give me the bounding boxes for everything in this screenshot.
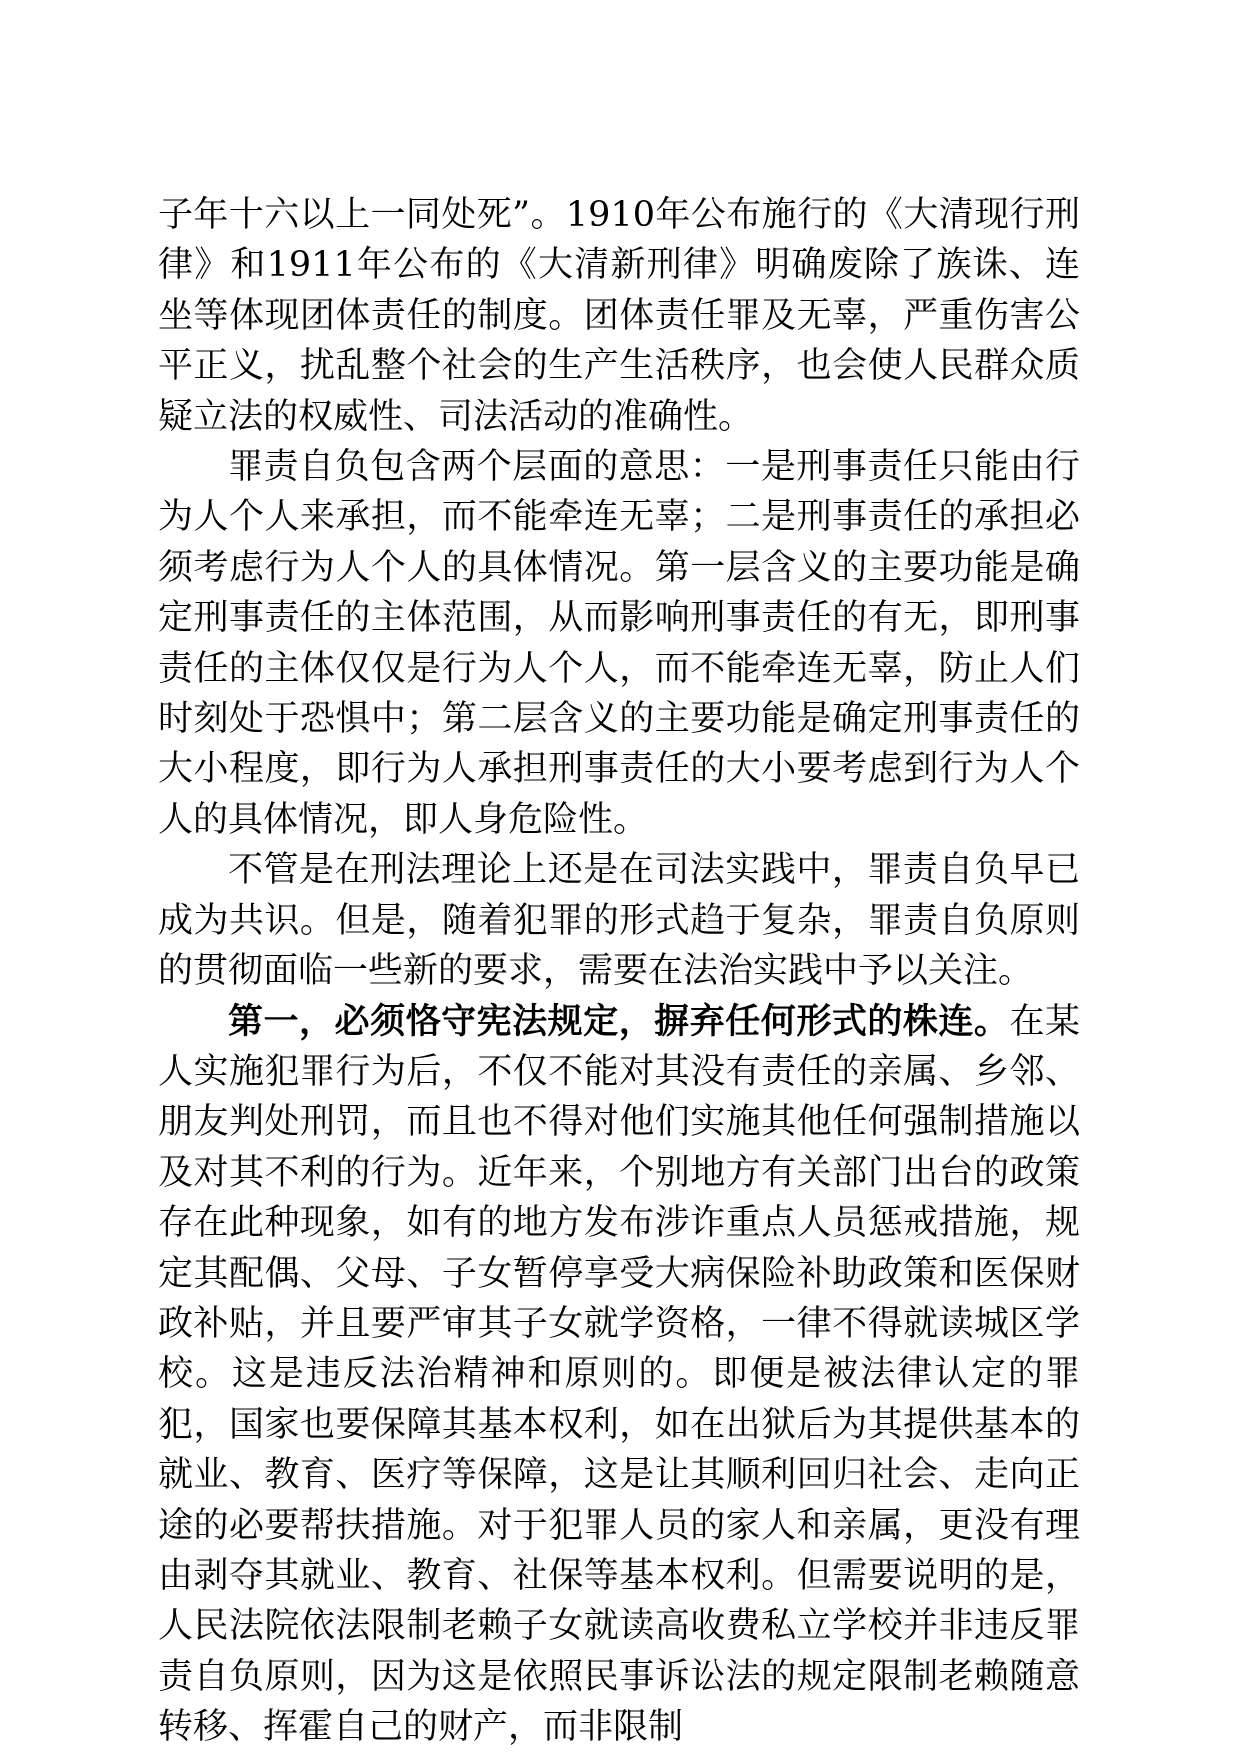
paragraph-1-text: 子年十六以上一同处死”。1910年公布施行的《大清现行刑律》和1911年公布的《大清新刑律》明确废除了族诛、连坐等体现团体责任的制度。团体责任罪及无辜，严重伤害公平正义，扰乱整个社会的生产生活秩序，也会使人民群众质疑立法的权威性、司法活动的准确性。 — [158, 195, 1080, 437]
paragraph-4 — [158, 997, 1080, 1753]
paragraph-2-text: 罪责自负包含两个层面的意思：一是刑事责任只能由行为人个人来承担，而不能牵连无辜；二是刑事责任的承担必须考虑行为人个人的具体情况。第一层含义的主要功能是确定刑事责任的主体范围，从而影响刑事责任的有无，即刑事责任的主体仅仅是行为人个人，而不能牵连无辜，防止人们时刻处于恐惧中；第二层含义的主要功能是确定刑事责任的大小程度，即行为人承担刑事责任的大小要考虑到行为人个人的具体情况，即人身危险性。 — [158, 447, 1080, 840]
paragraph-1 — [158, 190, 1080, 442]
paragraph-4-lead: 第一，必须恪守宪法规定，摒弃任何形式的株连。 — [228, 1001, 1010, 1042]
paragraph-3 — [158, 845, 1080, 996]
paragraph-4-text: 在某人实施犯罪行为后，不仅不能对其没有责任的亲属、乡邻、朋友判处刑罚，而且也不得对他们实施其他任何强制措施以及对其不利的行为。近年来，个别地方有关部门出台的政策存在此种现象，如有的地方发布涉诈重点人员惩戒措施，规定其配偶、父母、子女暂停享受大病保险补助政策和医保财政补贴，并且要严审其子女就学资格，一律不得就读城区学校。这是违反法治精神和原则的。即便是被法律认定的罪犯，国家也要保障其基本权利，如在出狱后为其提供基本的就业、教育、医疗等保障，这是让其顺利回归社会、走向正途的必要帮扶措施。对于犯罪人员的家人和亲属，更没有理由剥夺其就业、教育、社保等基本权利。但需要说明的是，人民法院依法限制老赖子女就读高收费私立学校并非违反罪责自负原则，因为这是依照民事诉讼法的规定限制老赖随意转移、挥霍自己的财产，而非限制 — [158, 1001, 1080, 1748]
paragraph-2 — [158, 442, 1080, 845]
paragraph-3-text: 不管是在刑法理论上还是在司法实践中，罪责自负早已成为共识。但是，随着犯罪的形式趋于复杂，罪责自负原则的贯彻面临一些新的要求，需要在法治实践中予以关注。 — [158, 850, 1080, 992]
document-body — [158, 190, 1080, 1753]
